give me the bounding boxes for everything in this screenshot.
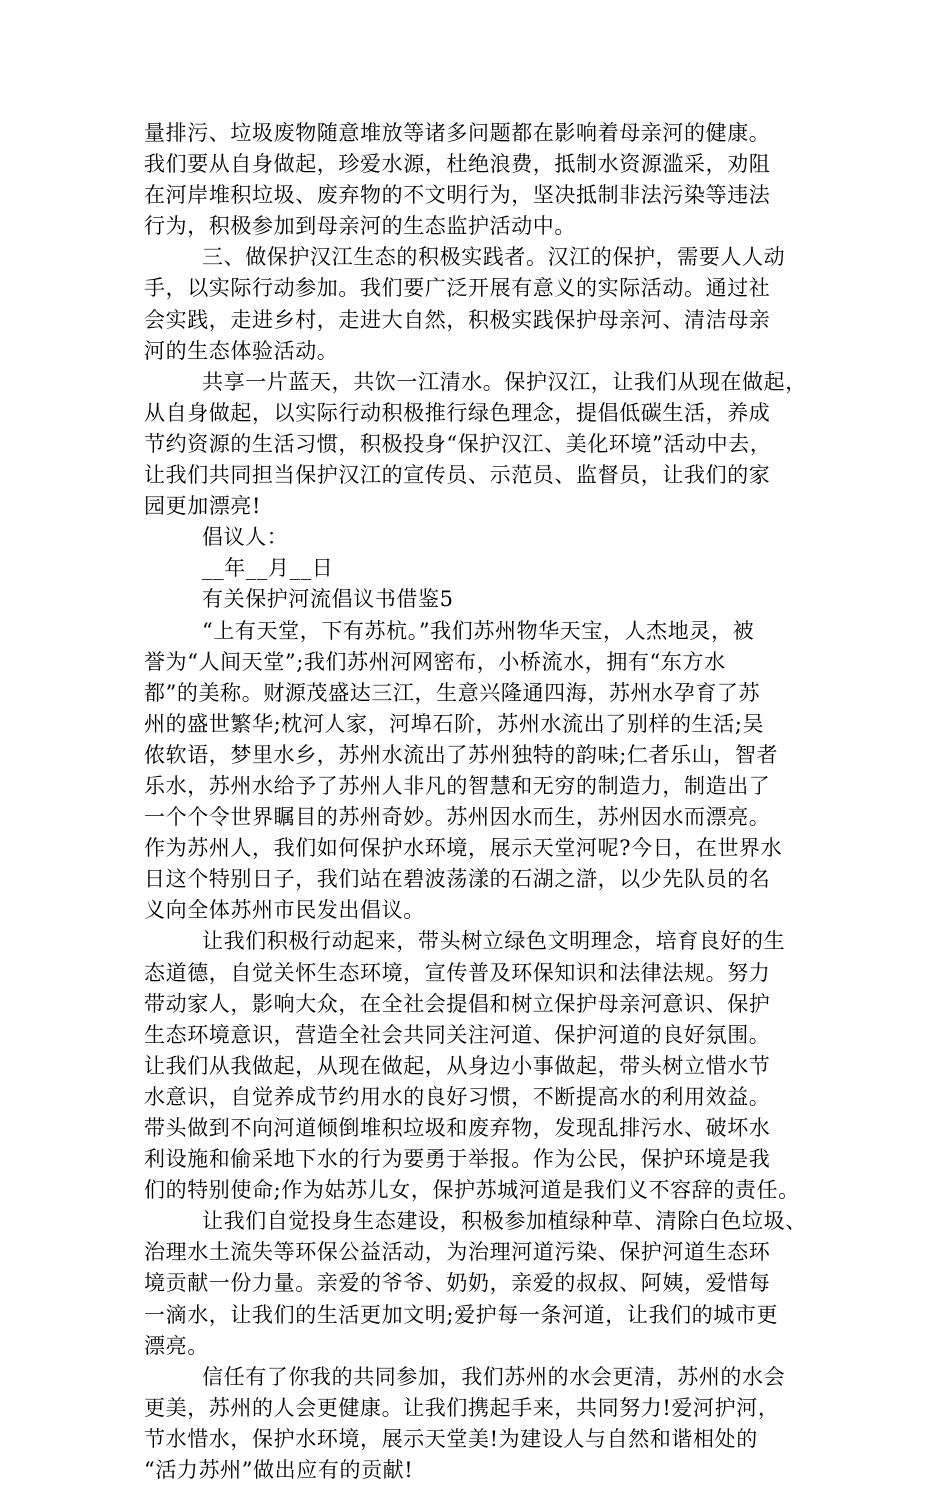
text-line: 誉为“人间天堂”;我们苏州河网密布，小桥流水，拥有“东方水 bbox=[144, 649, 726, 674]
text-line: 带动家人，影响大众，在全社会提倡和树立保护母亲河意识、保护 bbox=[144, 991, 771, 1016]
text-line: 倡议人： bbox=[202, 525, 289, 550]
text-line: 更美，苏州的人会更健康。让我们携起手来，共同努力!爱河护河， bbox=[144, 1395, 780, 1420]
document-body bbox=[144, 118, 816, 1486]
text-line: 侬软语，梦里水乡，苏州水流出了苏州独特的韵味;仁者乐山，智者 bbox=[144, 742, 779, 767]
text-line: 节约资源的生活习惯，积极投身“保护汉江、美化环境”活动中去， bbox=[144, 431, 772, 456]
text-line: 一个个令世界瞩目的苏州奇妙。苏州因水而生，苏州因水而漂亮。 bbox=[144, 805, 771, 830]
text-line: 让我们从我做起，从现在做起，从身边小事做起，带头树立惜水节 bbox=[144, 1053, 771, 1078]
text-line: 治理水土流失等环保公益活动，为治理河道污染、保护河道生态环 bbox=[144, 1240, 771, 1265]
text-line: 河的生态体验活动。 bbox=[144, 338, 339, 363]
text-line: 生态环境意识，营造全社会共同关注河道、保护河道的良好氛围。 bbox=[144, 1022, 771, 1047]
text-line: 日这个特别日子，我们站在碧波荡漾的石湖之滸，以少先队员的名 bbox=[144, 867, 771, 892]
text-line: 让我们积极行动起来，带头树立绿色文明理念，培育良好的生 bbox=[202, 929, 786, 954]
text-line: __年__月__日 bbox=[202, 556, 334, 581]
text-line: 行为，积极参加到母亲河的生态监护活动中。 bbox=[144, 214, 576, 239]
text-line: 一滴水，让我们的生活更加文明;爱护每一条河道，让我们的城市更 bbox=[144, 1302, 779, 1327]
text-line: 有关保护河流倡议书借鉴5 bbox=[202, 587, 454, 612]
text-line: 让我们共同担当保护汉江的宣传员、示范员、监督员，让我们的家 bbox=[144, 463, 771, 488]
text-line: 让我们自觉投身生态建设，积极参加植绿种草、清除白色垃圾、 bbox=[202, 1209, 807, 1234]
text-line: 从自身做起，以实际行动积极推行绿色理念，提倡低碳生活，养成 bbox=[144, 400, 771, 425]
text-line: 在河岸堆积垃圾、废弃物的不文明行为，坚决抵制非法污染等违法 bbox=[144, 183, 771, 208]
text-line: 三、做保护汉江生态的积极实践者。汉江的保护，需要人人动 bbox=[202, 245, 786, 270]
text-line: “活力苏州”做出应有的贡献! bbox=[144, 1458, 414, 1483]
text-line: 共享一片蓝天，共饮一江清水。保护汉江，让我们从现在做起， bbox=[202, 369, 807, 394]
text-line: 境贡献一份力量。亲爱的爷爷、奶奶，亲爱的叔叔、阿姨，爱惜每 bbox=[144, 1271, 771, 1296]
text-line: 水意识，自觉养成节约用水的良好习惯，不断提高水的利用效益。 bbox=[144, 1084, 771, 1109]
text-line: 作为苏州人，我们如何保护水环境，展示天堂河呢?今日，在世界水 bbox=[144, 836, 783, 861]
text-line: 量排污、垃圾废物随意堆放等诸多问题都在影响着母亲河的健康。 bbox=[144, 121, 771, 145]
text-line: 信任有了你我的共同参加，我们苏州的水会更清，苏州的水会 bbox=[202, 1364, 786, 1389]
text-line: 义向全体苏州市民发出倡议。 bbox=[144, 898, 425, 923]
text-line: 们的特别使命;作为姑苏儿女，保护苏城河道是我们义不容辞的责任。 bbox=[144, 1178, 800, 1203]
text-line: “上有天堂，下有苏杭。”我们苏州物华天宝，人杰地灵，被 bbox=[202, 618, 755, 643]
text-line: 带头做到不向河道倾倒堆积垃圾和废弃物，发现乱排污水、破坏水 bbox=[144, 1116, 771, 1140]
text-line: 态道德，自觉关怀生态环境，宣传普及环保知识和法律法规。努力 bbox=[144, 960, 771, 985]
text-line: 手，以实际行动参加。我们要广泛开展有意义的实际活动。通过社 bbox=[144, 276, 771, 301]
text-line: 我们要从自身做起，珍爱水源，杜绝浪费，抵制水资源滥采，劝阻 bbox=[144, 152, 771, 177]
text-line: 乐水，苏州水给予了苏州人非凡的智慧和无穷的制造力，制造出了 bbox=[144, 773, 771, 798]
text-line: 利设施和偷采地下水的行为要勇于举报。作为公民，保护环境是我 bbox=[144, 1147, 771, 1172]
text-line: 园更加漂亮! bbox=[144, 494, 262, 519]
text-line: 漂亮。 bbox=[144, 1333, 209, 1358]
text-line: 会实践，走进乡村，走进大自然，积极实践保护母亲河、清洁母亲 bbox=[144, 307, 771, 332]
text-line: 都”的美称。财源茂盛达三江，生意兴隆通四海，苏州水孕育了苏 bbox=[144, 680, 761, 705]
text-line: 节水惜水，保护水环境，展示天堂美!为建设人与自然和谐相处的 bbox=[144, 1426, 758, 1451]
text-line: 州的盛世繁华;枕河人家，河埠石阶，苏州水流出了别样的生活;吴 bbox=[144, 711, 765, 736]
